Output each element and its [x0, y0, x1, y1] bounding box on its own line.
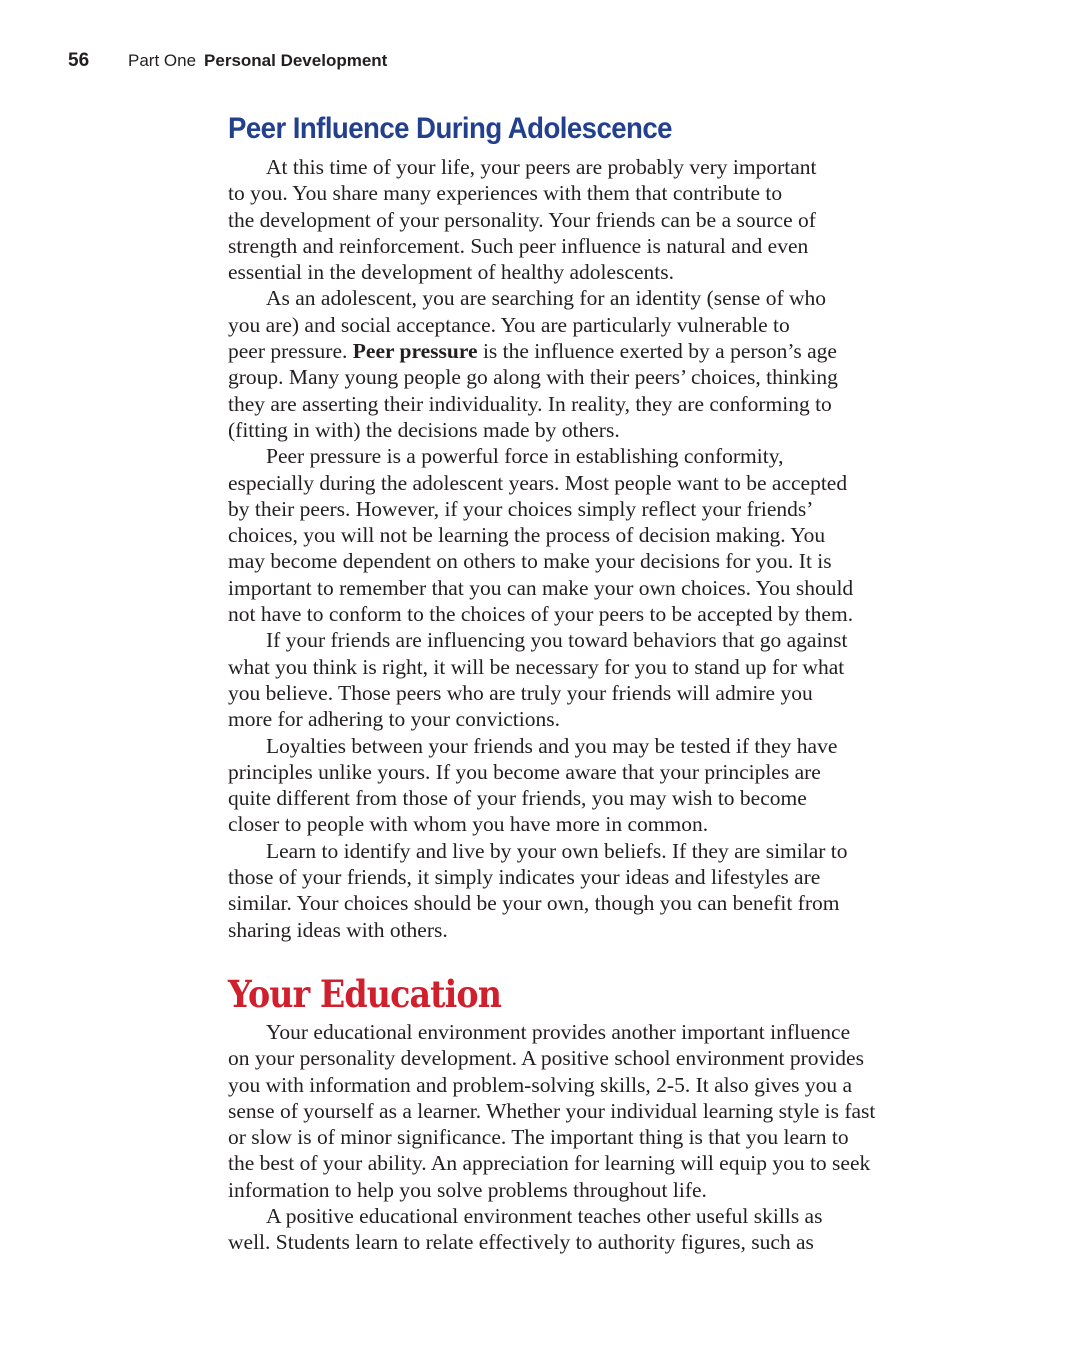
text-line: sharing ideas with others.	[228, 917, 448, 942]
text-line: the best of your ability. An appreciation for learning will equip you to seek	[228, 1151, 871, 1176]
page-number: 56	[68, 50, 90, 71]
text-line: you are) and social acceptance. You are particularly vulnerable to	[228, 312, 790, 337]
text-line: essential in the development of healthy adolescents.	[228, 260, 674, 285]
text-line: information to help you solve problems throughout life.	[228, 1177, 707, 1202]
text-line: Peer pressure is a powerful force in establishing conformity,	[266, 444, 784, 469]
paragraph	[228, 733, 956, 838]
text-line: by their peers. However, if your choices simply reflect your friends’	[228, 496, 814, 521]
part-label: Part One	[128, 51, 197, 70]
text-line: group. Many young people go along with their peers’ choices, thinking	[228, 365, 838, 390]
text-line: sense of yourself as a learner. Whether your individual learning style is fast	[228, 1098, 876, 1123]
text-line: At this time of your life, your peers are probably very important	[266, 155, 817, 179]
paragraph	[228, 1203, 956, 1256]
text-line: or slow is of minor significance. The important thing is that you learn to	[228, 1125, 849, 1150]
paragraph	[228, 285, 956, 443]
running-head	[68, 49, 387, 73]
text-line: principles unlike yours. If you become aware that your principles are	[228, 759, 821, 784]
text-line: strength and reinforcement. Such peer influence is natural and even	[228, 233, 809, 258]
text-line: Learn to identify and live by your own beliefs. If they are similar to	[266, 838, 848, 863]
text-line: quite different from those of your friends, you may wish to become	[228, 786, 807, 811]
part-title: Personal Development	[204, 51, 388, 70]
text-line: choices, you will not be learning the process of decision making. You	[228, 523, 826, 548]
text-line: they are asserting their individuality. In reality, they are conforming to	[228, 391, 832, 416]
paragraph	[228, 838, 956, 943]
text-line: what you think is right, it will be necessary for you to stand up for what	[228, 654, 845, 679]
text-line: (fitting in with) the decisions made by others.	[228, 417, 620, 442]
text-line: A positive educational environment teaches other useful skills as	[266, 1203, 823, 1228]
text-line: closer to people with whom you have more in common.	[228, 812, 709, 837]
key-term-peer-pressure: Peer pressure	[352, 339, 478, 364]
text-line: more for adhering to your convictions.	[228, 707, 560, 732]
text-line: those of your friends, it simply indicates your ideas and lifestyles are	[228, 865, 821, 890]
text-line: on your personality development. A positive school environment provides	[228, 1046, 864, 1071]
text-line: Loyalties between your friends and you may be tested if they have	[266, 733, 838, 758]
text-line: may become dependent on others to make your decisions for you. It is	[228, 549, 832, 574]
text-line: If your friends are influencing you toward behaviors that go against	[266, 628, 848, 653]
text-line: important to remember that you can make your own choices. You should	[228, 575, 854, 600]
text-line: you believe. Those peers who are truly your friends will admire you	[228, 680, 813, 705]
text-fragment: is the influence exerted by a person’s age	[477, 339, 837, 364]
text-line: the development of your personality. Your friends can be a source of	[228, 207, 816, 232]
text-line: to you. You share many experiences with them that contribute to	[228, 181, 783, 206]
paragraph	[228, 1019, 956, 1203]
text-line-with-term	[228, 338, 956, 364]
text-line: well. Students learn to relate effectively to authority figures, such as	[228, 1230, 814, 1255]
paragraph	[228, 443, 956, 627]
text-fragment: peer pressure.	[228, 339, 353, 364]
section-heading-peer-influence: Peer Influence During Adolescence	[228, 112, 672, 145]
text-line: you with information and problem-solving skills, 2-5. It also gives you a	[228, 1072, 853, 1097]
text-line: Your educational environment provides another important influence	[266, 1019, 851, 1044]
text-line: not have to conform to the choices of your peers to be accepted by them.	[228, 602, 854, 627]
paragraph	[228, 627, 956, 732]
paragraph	[228, 154, 956, 285]
page-content	[228, 108, 956, 1256]
text-line: similar. Your choices should be your own, though you can benefit from	[228, 891, 840, 916]
section-heading-your-education: Your Education	[228, 971, 502, 1016]
text-line: As an adolescent, you are searching for an identity (sense of who	[266, 286, 827, 311]
text-line: especially during the adolescent years. Most people want to be accepted	[228, 470, 848, 495]
